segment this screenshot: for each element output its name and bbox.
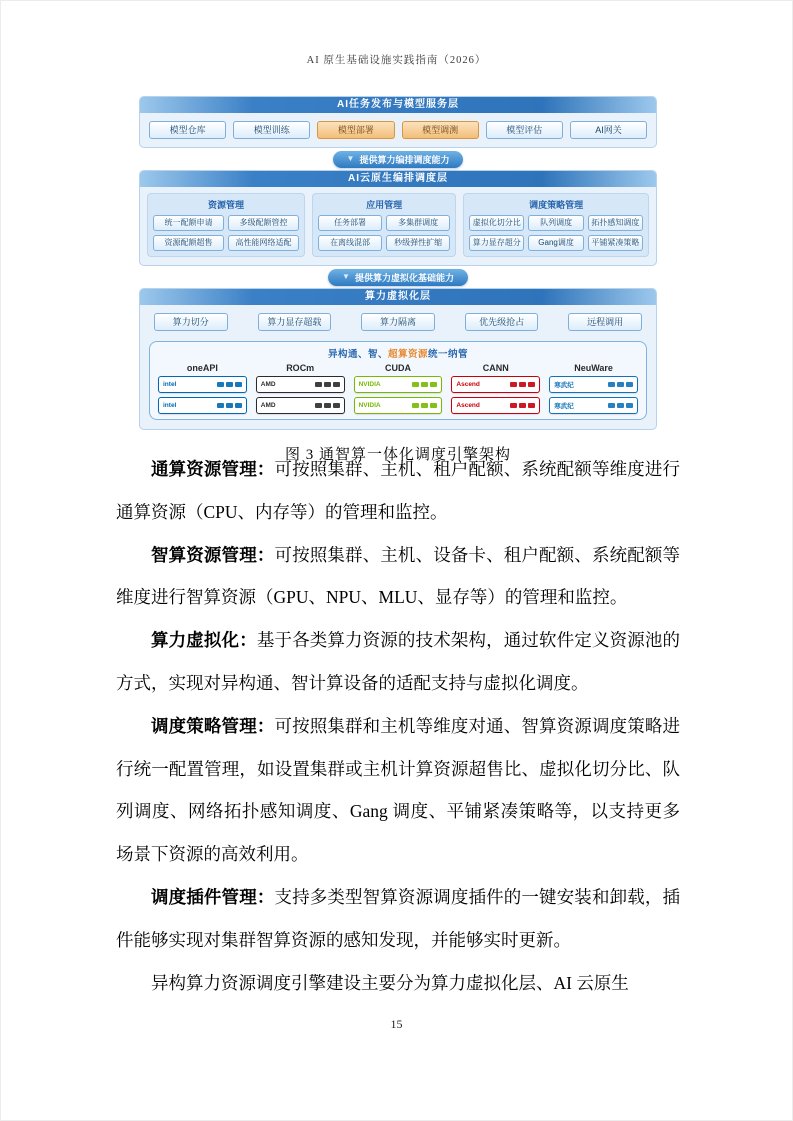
- service-layer-panel: [139, 96, 657, 148]
- feature-box: 任务部署: [318, 215, 382, 231]
- page-header-text: AI 原生基础设施实践指南（2026）: [306, 55, 487, 66]
- virtualization-layer-panel: [139, 288, 657, 430]
- feature-box: 秒级弹性扩缩: [386, 235, 450, 251]
- orchestration-groups: [140, 187, 656, 265]
- paragraph-text: 基于各类算力资源的技术架构，通过软件定义资源池的方式，实现对异构通、智计算设备的适配支持与虚拟化调度。: [116, 630, 680, 693]
- group-title: 资源管理: [208, 200, 245, 210]
- group-grid: [318, 215, 450, 251]
- flow-arrow-text: 提供算力虚拟化基础能力: [354, 272, 454, 283]
- brand-logo: Ascend: [456, 381, 480, 388]
- brand-logo: Ascend: [456, 402, 480, 409]
- feature-box: 平铺紧凑策略: [588, 235, 643, 251]
- virtualization-boxes: [140, 305, 656, 335]
- accelerator-card: [256, 376, 345, 393]
- capability-box: 算力显存超载: [258, 313, 332, 331]
- body-paragraph: [116, 534, 680, 620]
- brand-logo: NVIDIA: [358, 381, 381, 388]
- orchestration-layer-panel: [139, 170, 657, 266]
- stack-label: ROCm: [286, 363, 315, 373]
- card-ports: [315, 403, 340, 408]
- accelerator-card: [451, 376, 540, 393]
- body-paragraph: [116, 876, 680, 962]
- paragraph-text: 支持多类型智算资源调度插件的一键安装和卸载，插件能够实现对集群智算资源的感知发现，并能够实时更新。: [116, 886, 681, 950]
- page-number: 15: [390, 1017, 403, 1031]
- card-ports: [412, 403, 437, 408]
- group-scheduling-policy-management: [463, 193, 649, 257]
- card-ports: [510, 403, 535, 408]
- feature-box: 多集群调度: [386, 215, 450, 231]
- hardware-title-suffix: 统一纳管: [428, 349, 469, 360]
- model-box: 模型仓库: [149, 121, 226, 139]
- capability-box: 远程调用: [568, 313, 642, 331]
- accelerator-card: [158, 376, 247, 393]
- accelerator-card: [549, 376, 638, 393]
- service-layer-title: AI任务发布与模型服务层: [140, 97, 656, 113]
- group-resource-management: [147, 193, 305, 257]
- accelerator-card: [549, 397, 638, 414]
- body-paragraph: [116, 962, 680, 1005]
- model-box: 模型训练: [233, 121, 310, 139]
- feature-box: 高性能网络适配: [228, 235, 299, 251]
- feature-box: 多级配额管控: [228, 215, 299, 231]
- paragraph-text: 异构算力资源调度引擎建设主要分为算力虚拟化层、AI 云原生: [151, 972, 629, 993]
- feature-box: 统一配额申请: [153, 215, 224, 231]
- paragraph-lead: 调度插件管理：: [151, 886, 275, 907]
- brand-logo: NVIDIA: [358, 402, 381, 409]
- paragraph-lead: 算力虚拟化：: [151, 630, 257, 651]
- hardware-column-rocm: [256, 363, 345, 415]
- figure-caption: 图 3 通智算一体化调度引擎架构: [284, 447, 511, 463]
- paragraph-lead: 通算资源管理：: [151, 459, 275, 479]
- down-arrow-icon: ▼: [346, 154, 355, 163]
- model-box: AI网关: [570, 121, 647, 139]
- accelerator-card: [256, 397, 345, 414]
- capability-box: 算力隔离: [361, 313, 435, 331]
- hardware-column-cann: [451, 363, 540, 415]
- hardware-columns: [158, 363, 638, 415]
- card-ports: [315, 382, 340, 387]
- hardware-panel: [149, 341, 647, 420]
- card-ports: [217, 403, 242, 408]
- hardware-panel-title: [158, 346, 638, 360]
- hardware-column-cuda: [354, 363, 443, 415]
- flow-arrow-1: [139, 150, 657, 168]
- feature-box: 算力显存超分: [469, 235, 524, 251]
- group-title: 应用管理: [366, 200, 403, 210]
- stack-label: NeuWare: [574, 363, 613, 373]
- brand-logo: AMD: [260, 402, 276, 409]
- body-text: [116, 448, 680, 1004]
- flow-arrow-text: 提供算力编排调度能力: [359, 154, 450, 165]
- group-grid: [469, 215, 643, 251]
- service-layer-boxes: [140, 113, 656, 147]
- feature-box: 在离线混部: [318, 235, 382, 251]
- stack-label: CUDA: [384, 363, 411, 373]
- feature-box: 资源配额超售: [153, 235, 224, 251]
- feature-box: 虚拟化切分比: [469, 215, 524, 231]
- flow-arrow-2: [139, 268, 657, 286]
- accelerator-card: [354, 376, 443, 393]
- stack-label: CANN: [482, 363, 509, 373]
- accelerator-card: [451, 397, 540, 414]
- paragraph-lead: 智算资源管理：: [151, 544, 275, 565]
- body-paragraph: [116, 705, 680, 876]
- paragraph-text: 可按照集群、主机、设备卡、租户配额、系统配额等维度进行智算资源（GPU、NPU、MLU、显存等）的管理和监控。: [116, 544, 681, 608]
- capability-box: 算力切分: [154, 313, 228, 331]
- flow-arrow-label: [328, 269, 468, 286]
- body-paragraph: [116, 619, 680, 705]
- brand-logo: 寒武纪: [554, 403, 574, 410]
- stack-label: oneAPI: [186, 363, 218, 373]
- brand-logo: intel: [163, 381, 177, 388]
- accelerator-card: [158, 397, 247, 414]
- hardware-title-highlight: 超算资源: [387, 349, 428, 360]
- model-box: 模型部署: [317, 121, 394, 139]
- architecture-diagram: [139, 96, 657, 464]
- hardware-column-oneapi: [158, 363, 247, 415]
- orchestration-layer-title: AI云原生编排调度层: [140, 171, 656, 187]
- model-box: 模型调测: [402, 121, 479, 139]
- brand-logo: AMD: [260, 381, 276, 388]
- flow-arrow-label: [333, 151, 464, 168]
- hardware-column-neuware: [549, 363, 638, 415]
- feature-box: 拓扑感知调度: [588, 215, 643, 231]
- paragraph-text: 可按照集群和主机等维度对通、智算资源调度策略进行统一配置管理，如设置集群或主机计算资源超售比、虚拟化切分比、队列调度、网络拓扑感知调度、Gang 调度、平铺紧凑策略等，以支持更多场景下资源的高效利用。: [116, 715, 681, 865]
- group-application-management: [312, 193, 456, 257]
- feature-box: 队列调度: [528, 215, 583, 231]
- paragraph-lead: 调度策略管理：: [151, 715, 275, 736]
- card-ports: [217, 382, 242, 387]
- feature-box: Gang调度: [528, 235, 583, 251]
- group-grid: [153, 215, 299, 251]
- brand-logo: 寒武纪: [554, 382, 574, 389]
- paragraph-text: 可按照集群、主机、租户配额、系统配额等维度进行通算资源（CPU、内存等）的管理和监控。: [116, 459, 681, 522]
- accelerator-card: [354, 397, 443, 414]
- down-arrow-icon: ▼: [342, 272, 350, 281]
- card-ports: [608, 382, 633, 387]
- capability-box: 优先级抢占: [465, 313, 539, 331]
- virtualization-layer-title: 算力虚拟化层: [140, 289, 656, 305]
- card-ports: [608, 403, 633, 408]
- hardware-title-prefix: 异构通、智、: [327, 349, 388, 360]
- model-box: 模型评估: [486, 121, 563, 139]
- card-ports: [510, 382, 535, 387]
- brand-logo: intel: [163, 402, 177, 409]
- card-ports: [412, 382, 437, 387]
- group-title: 调度策略管理: [529, 200, 584, 210]
- body-paragraph: [116, 448, 680, 534]
